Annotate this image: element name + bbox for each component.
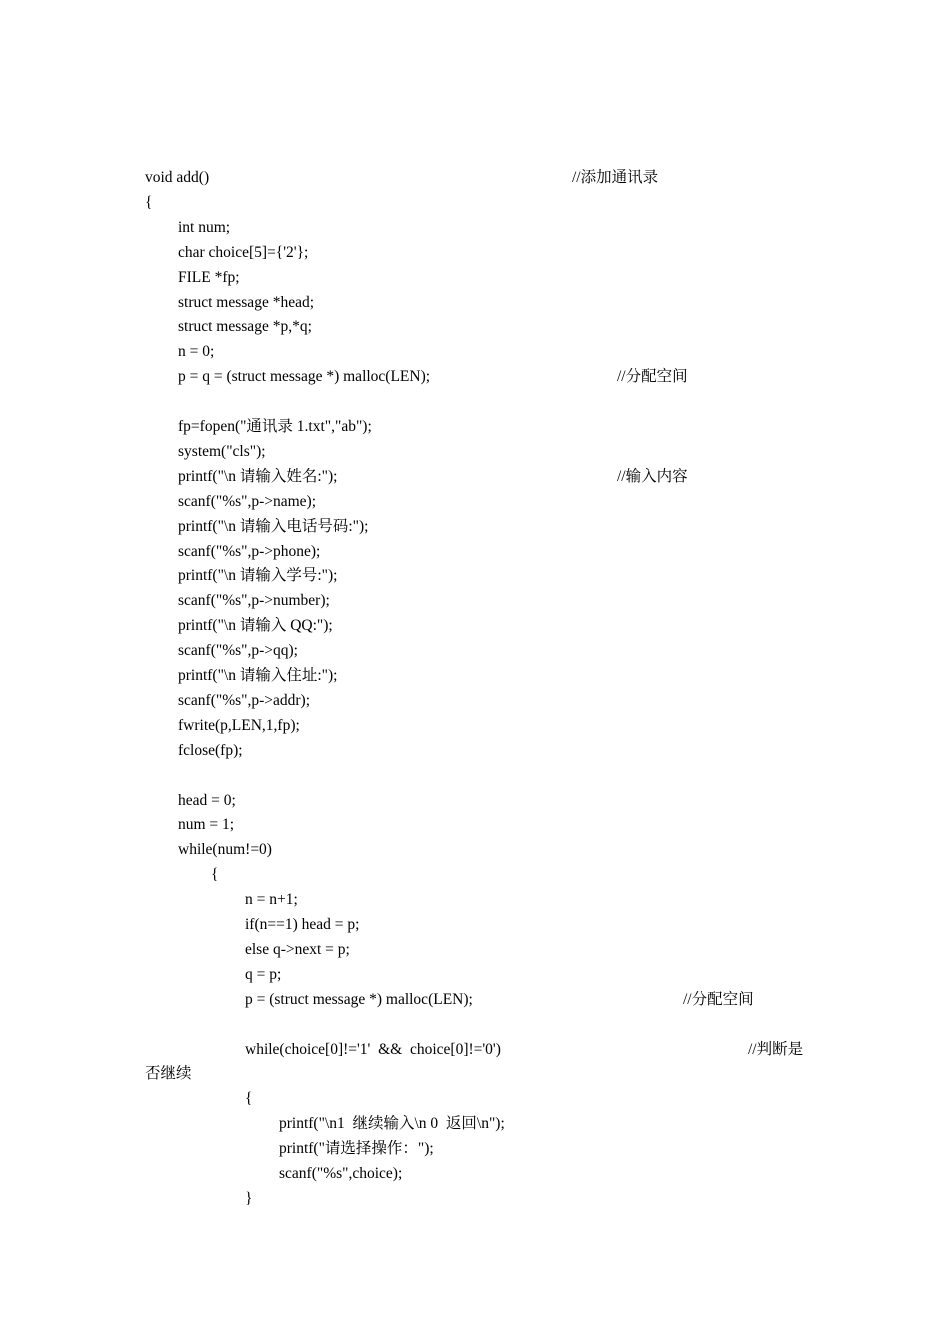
code-line: q = p; <box>245 965 282 983</box>
code-line: printf("\n 请输入电话号码:"); <box>178 517 369 535</box>
code-line: 否继续 <box>145 1065 192 1083</box>
code-line: scanf("%s",choice); <box>279 1165 403 1182</box>
code-line: fwrite(p,LEN,1,fp); <box>178 716 300 734</box>
code-line: scanf("%s",p->qq); <box>178 642 298 660</box>
code-line: num = 1; <box>178 816 235 834</box>
code-line: void add() <box>145 169 210 186</box>
code-line: system("cls"); <box>178 442 266 460</box>
code-comment: //添加通讯录 <box>572 169 659 186</box>
code-line: scanf("%s",p->number); <box>178 592 330 610</box>
code-line: { <box>245 1090 253 1108</box>
code-comment: //输入内容 <box>617 467 688 485</box>
code-line: else q->next = p; <box>245 940 350 958</box>
code-line: scanf("%s",p->name); <box>178 492 317 510</box>
code-line: } <box>245 1189 253 1207</box>
code-comment: //分配空间 <box>617 368 688 386</box>
code-line: printf("\n1 继续输入\n 0 返回\n"); <box>279 1115 505 1133</box>
code-line: fclose(fp); <box>178 741 243 759</box>
code-line: printf("\n 请输入姓名:"); <box>178 467 338 485</box>
code-line: fp=fopen("通讯录 1.txt","ab"); <box>178 418 372 435</box>
code-line: char choice[5]={'2'}; <box>178 243 309 261</box>
code-comment: //判断是 <box>748 1040 804 1058</box>
code-comment: //分配空间 <box>683 990 754 1008</box>
code-line: { <box>211 866 219 884</box>
code-line: p = q = (struct message *) malloc(LEN); <box>178 368 431 386</box>
code-line: n = 0; <box>178 343 215 361</box>
code-line: n = n+1; <box>245 891 298 909</box>
code-line: struct message *head; <box>178 293 315 311</box>
code-line: printf("\n 请输入住址:"); <box>178 667 338 684</box>
code-line: if(n==1) head = p; <box>245 916 360 933</box>
code-line: scanf("%s",p->phone); <box>178 542 321 560</box>
code-line: printf("\n 请输入学号:"); <box>178 567 338 585</box>
code-line: { <box>145 193 153 211</box>
code-line: struct message *p,*q; <box>178 318 312 336</box>
code-line: printf("\n 请输入 QQ:"); <box>178 617 333 635</box>
code-line: printf("请选择操作："); <box>279 1140 434 1158</box>
code-line: p = (struct message *) malloc(LEN); <box>245 990 473 1008</box>
code-line: while(num!=0) <box>178 841 272 859</box>
code-line: while(choice[0]!='1' && choice[0]!='0') <box>245 1040 501 1058</box>
code-line: FILE *fp; <box>178 268 240 286</box>
code-line: int num; <box>178 218 231 236</box>
code-line: scanf("%s",p->addr); <box>178 691 310 709</box>
code-line: head = 0; <box>178 791 236 809</box>
